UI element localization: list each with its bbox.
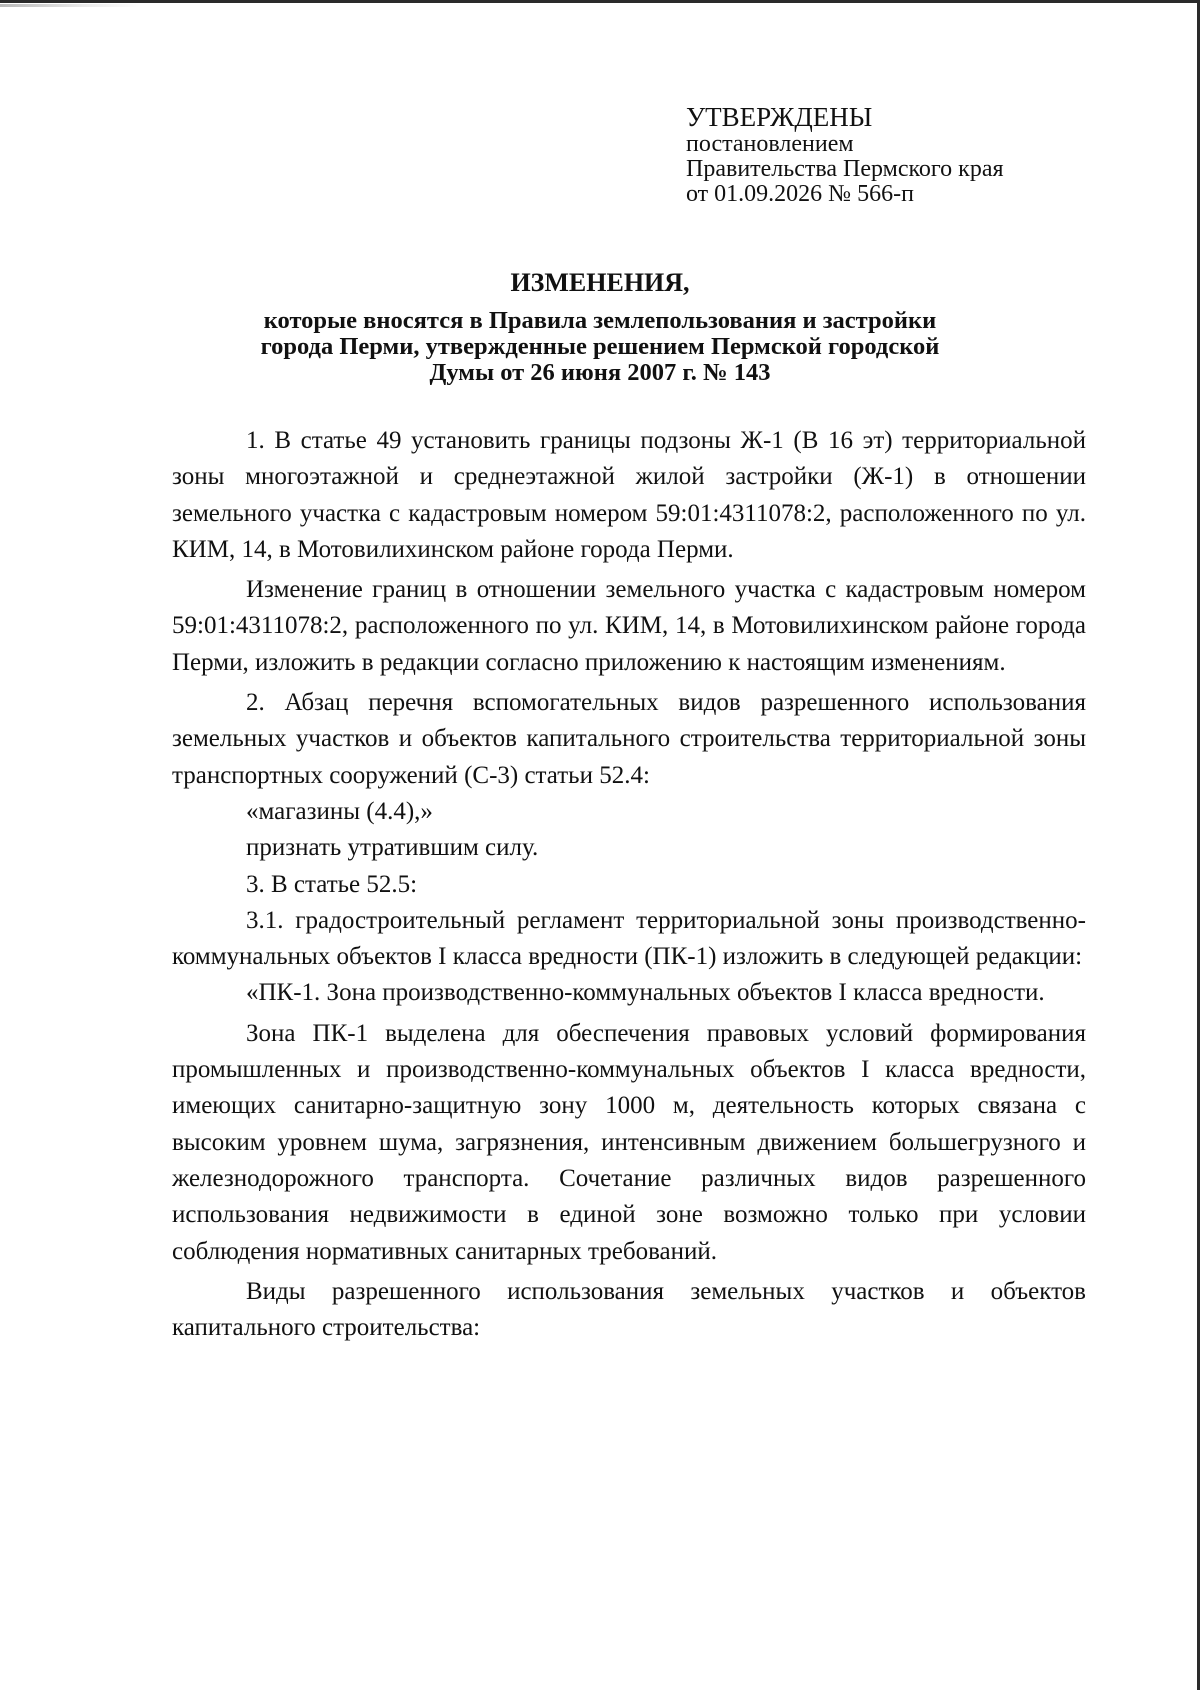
document-subtitle xyxy=(0,308,1200,386)
subtitle-line: Думы от 26 июня 2007 г. № 143 xyxy=(429,359,771,386)
approval-line: постановлением xyxy=(686,131,854,157)
paragraph-repeal: признать утратившим силу. xyxy=(246,834,539,862)
paragraph-boundary-change: Изменение границ в отношении земельного участка с кадастровым номером 59:01:4311078:2, расположенного по ул. КИМ, 14, в Мотовилихинском районе города Перми, изложить в редакции согласно приложению к настоящим изменениям. xyxy=(172,576,1086,676)
document-body xyxy=(172,423,1086,1346)
paragraph-2: 2. Абзац перечня вспомогательных видов разрешенного использования земельных участков и объектов капитального строительства территориальной зоны транспортных сооружений (С-3) статьи 52.4: xyxy=(172,689,1086,789)
paragraph-quote: «магазины (4.4),» xyxy=(246,797,433,825)
paragraph-zone-description: Зона ПК-1 выделена для обеспечения правовых условий формирования промышленных и производственно-коммунальных объектов I класса вредности, имеющих санитарно-защитную зону 1000 м, деятельность которых связана с высоким уровнем шума, загрязнения, интенсивным движением большегрузного и железнодорожного транспорта. Сочетание различных видов разрешенного использования недвижимости в единой зоне возможно только при условии соблюдения нормативных санитарных требований. xyxy=(172,1019,1086,1265)
approval-stamp xyxy=(686,102,1004,207)
scan-border-top xyxy=(0,0,1200,3)
paragraph-1: 1. В статье 49 установить границы подзоны Ж-1 (В 16 эт) территориальной зоны многоэтажной и среднеэтажной жилой застройки (Ж-1) в отношении земельного участка с кадастровым номером 59:01:4311078:2, расположенного по ул. КИМ, 14, в Мотовилихинском районе города Перми. xyxy=(172,427,1086,563)
document-title: ИЗМЕНЕНИЯ, xyxy=(510,268,690,297)
scan-artifact xyxy=(0,4,140,7)
paragraph-zone-title: «ПК-1. Зона производственно-коммунальных объектов I класса вредности. xyxy=(246,979,1045,1007)
approval-heading: УТВЕРЖДЕНЫ xyxy=(686,102,873,132)
approval-date-number: от 01.09.2026 № 566-п xyxy=(686,181,914,207)
subtitle-line: которые вносятся в Правила землепользования и застройки xyxy=(263,307,937,334)
paragraph-3-1: 3.1. градостроительный регламент территориальной зоны производственно-коммунальных объектов I класса вредности (ПК-1) изложить в следующей редакции: xyxy=(172,906,1086,971)
paragraph-3: 3. В статье 52.5: xyxy=(246,870,418,898)
subtitle-line: города Перми, утвержденные решением Пермской городской xyxy=(260,333,940,360)
approval-line: Правительства Пермского края xyxy=(686,156,1004,182)
paragraph-permitted-uses: Виды разрешенного использования земельных участков и объектов капитального строительства: xyxy=(172,1277,1086,1342)
